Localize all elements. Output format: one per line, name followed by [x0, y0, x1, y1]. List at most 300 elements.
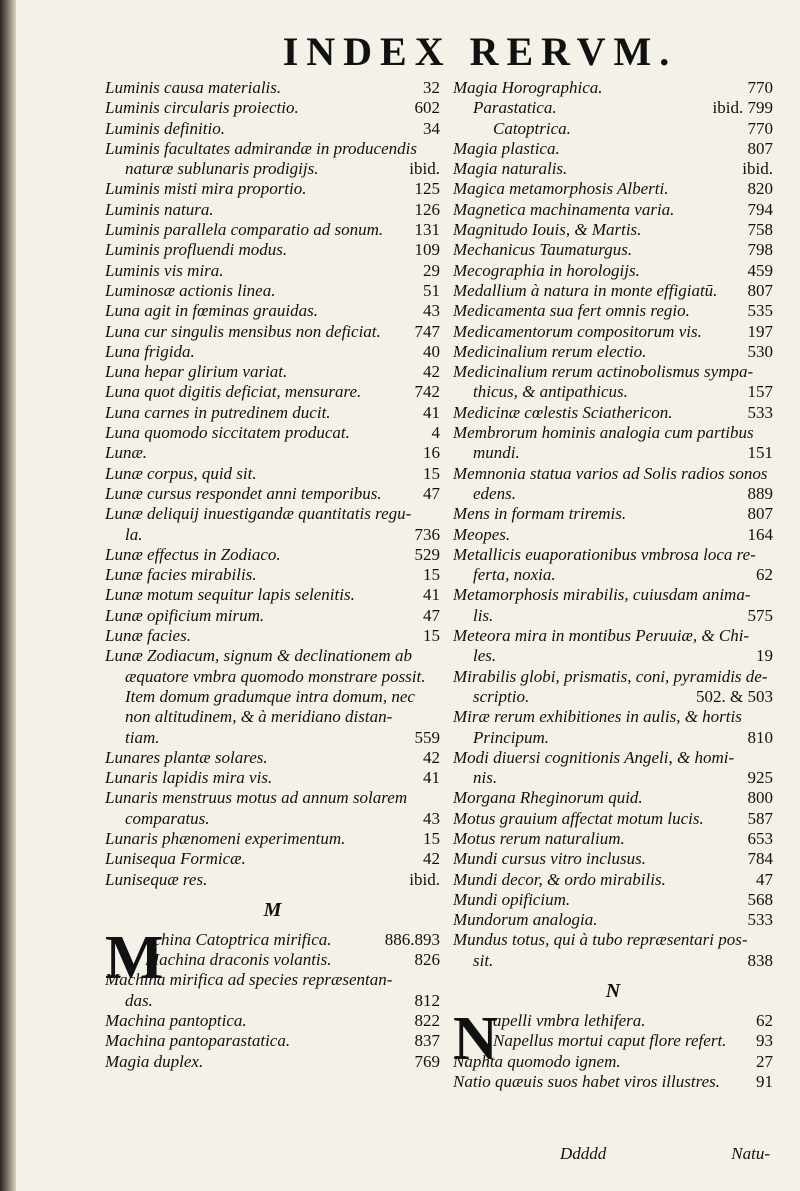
- entry-leader: [195, 342, 419, 362]
- index-entry-page: 125: [414, 179, 440, 199]
- index-entry-text: Memnonia statua varios ad Solis radios sonos: [453, 463, 768, 483]
- index-entry-page: 530: [747, 341, 773, 361]
- index-entry: [453, 1031, 773, 1051]
- index-entry-page: 43: [423, 808, 440, 828]
- index-entry-text: Luminis misti mira proportio.: [105, 179, 307, 199]
- index-entry-page: 197: [747, 321, 773, 341]
- index-entry-text: Magnetica machinamenta varia.: [453, 199, 675, 219]
- index-entry: [105, 849, 440, 869]
- index-entry-text: Mundi opificium.: [453, 889, 571, 909]
- entry-leader: [567, 159, 738, 179]
- index-entry-text: scriptio.: [473, 686, 530, 706]
- entry-leader: [557, 98, 709, 118]
- right-column: [453, 78, 773, 1092]
- entry-leader: [257, 464, 419, 484]
- index-entry-page: 837: [414, 1031, 440, 1051]
- index-entry-page: [436, 687, 440, 707]
- index-entry-page: 810: [747, 727, 773, 747]
- index-entry-text: Luna cur singulis mensibus non deficiat.: [105, 321, 381, 341]
- index-entry-text: Medicinalium rerum electio.: [453, 341, 647, 361]
- index-entry: [453, 849, 773, 869]
- entry-leader: [666, 870, 752, 890]
- index-entry-text: Medicinalium rerum actinobolismus sympa-: [453, 362, 754, 382]
- index-entry-text: Lunares plantæ solares.: [105, 747, 268, 767]
- entry-leader: [674, 200, 743, 220]
- index-entry: [453, 281, 773, 301]
- index-entry: [453, 788, 773, 808]
- index-entry: [453, 870, 773, 890]
- index-entry-text: Lunæ corpus, quid sit.: [105, 463, 257, 483]
- catchword: Natu-: [731, 1144, 770, 1163]
- index-entry-text: Magia naturalis.: [453, 159, 568, 179]
- entry-leader: [626, 504, 743, 524]
- index-entry-page: [769, 667, 773, 687]
- entry-leader: [290, 1031, 410, 1051]
- entry-leader: [147, 443, 419, 463]
- index-entry: [105, 443, 440, 463]
- index-entry-page: 886.893: [384, 929, 440, 949]
- entry-leader: [640, 261, 744, 281]
- index-entry-page: [769, 930, 773, 950]
- index-entry: [105, 78, 440, 98]
- entry-leader: [319, 159, 406, 179]
- index-entry-page: 769: [414, 1051, 440, 1071]
- index-entry: [453, 220, 773, 240]
- entry-leader: [726, 1031, 752, 1051]
- entry-leader: [415, 687, 436, 707]
- index-entry-text: Luna hepar glirium variat.: [105, 362, 288, 382]
- index-entry-text: Lunæ facies mirabilis.: [105, 565, 257, 585]
- index-entry-page: 109: [414, 240, 440, 260]
- index-entry-text: Mirabilis globi, prismatis, coni, pyramidis de-: [453, 666, 768, 686]
- index-entry-page: 43: [423, 301, 440, 321]
- index-entry-text: Meopes.: [453, 524, 511, 544]
- index-entry-page: 16: [423, 443, 440, 463]
- entry-leader: [210, 809, 419, 829]
- index-entry-text: sit.: [473, 950, 494, 970]
- index-entry-page: 747: [414, 321, 440, 341]
- index-entry-page: 559: [414, 727, 440, 747]
- entry-leader: [332, 950, 411, 970]
- index-entry-text: nis.: [473, 768, 498, 788]
- index-entry: [105, 403, 440, 423]
- index-entry: [105, 464, 440, 484]
- entry-leader: [412, 646, 436, 666]
- index-entry-text: Miræ rerum exhibitiones in aulis, & hortis: [453, 707, 742, 727]
- index-entry: [105, 1052, 440, 1072]
- entry-leader: [257, 565, 419, 585]
- entry-leader: [668, 179, 743, 199]
- index-entry-text: Lunæ opificium mirum.: [105, 605, 265, 625]
- entry-leader: [381, 322, 411, 342]
- right-entry-list: [453, 78, 773, 971]
- entry-leader: [556, 565, 752, 585]
- index-entry: [105, 1011, 440, 1031]
- index-entry-page: 502. & 503: [696, 686, 773, 706]
- index-entry-page: 91: [756, 1071, 773, 1091]
- index-entry-page: [769, 545, 773, 565]
- index-entry-page: [769, 585, 773, 605]
- index-entry: [105, 200, 440, 220]
- index-entry-page: 51: [423, 280, 440, 300]
- index-entry-text: Membrorum hominis analogia cum partibus: [453, 423, 754, 443]
- index-entry: [105, 301, 440, 321]
- entry-leader: [702, 322, 744, 342]
- entry-leader: [641, 220, 743, 240]
- entry-leader: [646, 849, 744, 869]
- index-entry-text: Lunæ facies.: [105, 626, 191, 646]
- index-entry-text: Luminis causa materialis.: [105, 78, 282, 97]
- index-entry: [105, 423, 440, 443]
- index-entry-page: 47: [423, 605, 440, 625]
- entry-leader: [690, 301, 744, 321]
- index-entry-page: 602: [414, 98, 440, 118]
- section-m-block: [105, 923, 440, 1072]
- index-entry: [105, 342, 440, 362]
- index-entry: [105, 687, 440, 707]
- index-entry-text: Machina draconis volantis.: [145, 950, 332, 970]
- index-entry-page: ibid.: [409, 869, 440, 889]
- index-entry-page: 126: [414, 199, 440, 219]
- index-entry: [105, 382, 440, 402]
- page-title: INDEX RERVM.: [282, 29, 678, 74]
- index-entry: [105, 565, 440, 585]
- index-entry: [453, 1052, 773, 1072]
- index-entry-text: Metallicis euaporationibus vmbrosa loca re-: [453, 544, 756, 564]
- index-entry-text: Mundorum analogia.: [453, 910, 598, 930]
- index-entry-text: naturæ sublunaris prodigijs.: [125, 159, 319, 179]
- index-entry-text: Luminis parallela comparatio ad sonum.: [105, 220, 384, 240]
- index-entry-page: [769, 423, 773, 443]
- index-entry-page: 784: [747, 849, 773, 869]
- index-entry: [453, 545, 773, 565]
- index-entry-page: 794: [747, 199, 773, 219]
- index-entry: [453, 1072, 773, 1092]
- index-entry: [453, 423, 773, 443]
- entry-leader: [207, 870, 405, 890]
- index-entry-text: Lunaris lapidis mira vis.: [105, 768, 273, 788]
- index-entry-page: 568: [747, 889, 773, 909]
- entry-leader: [281, 545, 411, 565]
- index-entry-text: Luminis facultates admirandæ in producendis: [105, 138, 417, 158]
- entry-leader: [355, 585, 419, 605]
- entry-leader: [560, 139, 744, 159]
- entry-leader: [748, 930, 769, 950]
- index-entry-text: Medicinæ cœlestis Sciathericon.: [453, 402, 673, 422]
- entry-leader: [754, 423, 769, 443]
- index-entry: [105, 484, 440, 504]
- index-entry-page: [436, 707, 440, 727]
- index-entry: [105, 119, 440, 139]
- index-entry-page: 758: [747, 220, 773, 240]
- entry-leader: [392, 970, 436, 990]
- index-entry: [453, 687, 773, 707]
- index-entry: [453, 240, 773, 260]
- index-entry-text: Napellus mortui caput flore refert.: [493, 1031, 727, 1051]
- index-entry-page: 812: [414, 990, 440, 1010]
- index-entry-page: 529: [414, 544, 440, 564]
- entry-leader: [264, 606, 419, 626]
- entry-leader: [287, 362, 419, 382]
- index-entry: [105, 240, 440, 260]
- index-entry-page: 62: [756, 1011, 773, 1031]
- index-entry-page: 807: [747, 138, 773, 158]
- section-heading-n: N: [605, 980, 621, 1003]
- index-entry: [453, 443, 773, 463]
- index-entry-text: Naphta quomodo ignem.: [453, 1051, 621, 1071]
- index-entry: [453, 525, 773, 545]
- index-entry-page: [436, 788, 440, 808]
- index-entry: [453, 200, 773, 220]
- index-entry-text: Luminis circularis proiectio.: [105, 98, 299, 118]
- index-entry-text: Lunæ deliquij inuestigandæ quantitatis regu-: [105, 504, 412, 524]
- index-entry: [453, 646, 773, 666]
- entry-leader: [571, 119, 744, 139]
- index-entry-text: æquatore vmbra quomodo monstrare possit.: [125, 666, 426, 686]
- index-entry: [453, 78, 773, 98]
- index-entry-text: Catoptrica.: [493, 118, 571, 138]
- index-entry-page: ibid.: [409, 159, 440, 179]
- index-entry-text: non altitudinem, & à meridiano distan-: [125, 707, 393, 727]
- index-entry-text: Luna agit in fœminas grauidas.: [105, 301, 319, 321]
- index-entry-text: edens.: [473, 483, 516, 503]
- page-binding-edge: [0, 0, 16, 1191]
- entry-leader: [749, 626, 769, 646]
- index-entry-page: 742: [414, 382, 440, 402]
- index-entry-text: Luna carnes in putredinem ducit.: [105, 402, 331, 422]
- entry-leader: [411, 504, 436, 524]
- index-entry: [453, 98, 773, 118]
- index-entry-text: Parastatica.: [473, 98, 557, 118]
- entry-leader: [426, 667, 437, 687]
- index-entry: [453, 890, 773, 910]
- entry-leader: [628, 382, 744, 402]
- index-entry: [453, 504, 773, 524]
- index-entry-text: Luminis profluendi modus.: [105, 240, 288, 260]
- index-entry-text: Lunaris menstruus motus ad annum solarem: [105, 788, 408, 808]
- entry-leader: [603, 78, 744, 98]
- index-entry: [453, 403, 773, 423]
- index-entry-text: comparatus.: [125, 808, 210, 828]
- page-footer: [560, 1144, 770, 1164]
- entry-leader: [383, 220, 410, 240]
- index-entry: [105, 788, 440, 808]
- entry-leader: [643, 788, 744, 808]
- index-entry-text: Machina pantoparastatica.: [105, 1031, 291, 1051]
- index-entry: [105, 829, 440, 849]
- index-entry-text: Magnitudo Iouis, & Martis.: [453, 220, 642, 240]
- index-entry-text: Mundus totus, qui à tubo repræsentari pos-: [453, 930, 748, 950]
- entry-leader: [246, 849, 419, 869]
- index-entry-page: 533: [747, 402, 773, 422]
- index-entry-page: 889: [747, 483, 773, 503]
- entry-leader: [673, 403, 744, 423]
- index-entry-page: 820: [747, 179, 773, 199]
- index-entry: [105, 322, 440, 342]
- index-entry-page: [769, 362, 773, 382]
- index-entry: [105, 504, 440, 524]
- index-entry-page: [436, 970, 440, 990]
- entry-leader: [516, 484, 744, 504]
- entry-leader: [225, 119, 419, 139]
- index-entry: [105, 261, 440, 281]
- index-entry-page: 131: [414, 220, 440, 240]
- entry-leader: [153, 991, 411, 1011]
- index-entry-page: 4: [431, 423, 440, 443]
- entry-leader: [496, 646, 752, 666]
- signature-mark: Ddddd: [560, 1144, 607, 1163]
- entry-leader: [751, 585, 770, 605]
- index-entry: [453, 301, 773, 321]
- entry-leader: [753, 362, 769, 382]
- entry-leader: [224, 261, 419, 281]
- index-entry-text: ferta, noxia.: [473, 565, 556, 585]
- entry-leader: [493, 951, 743, 971]
- index-entry-text: Lunæ cursus respondet anni temporibus.: [105, 483, 382, 503]
- entry-leader: [646, 1011, 752, 1031]
- index-entry-page: 770: [747, 78, 773, 97]
- index-entry-text: Natio quæuis suos habet viros illustres.: [453, 1071, 720, 1091]
- index-entry-page: 798: [747, 240, 773, 260]
- index-entry-page: 41: [423, 768, 440, 788]
- section-n-block: [453, 1005, 773, 1092]
- index-entry-page: 807: [747, 504, 773, 524]
- index-entry-page: 15: [423, 828, 440, 848]
- index-entry: [105, 585, 440, 605]
- index-entry-text: Luminis vis mira.: [105, 260, 224, 280]
- index-entry-page: 807: [747, 280, 773, 300]
- index-entry-page: 800: [747, 788, 773, 808]
- index-entry-text: Motus rerum naturalium.: [453, 828, 625, 848]
- index-entry-page: 535: [747, 301, 773, 321]
- index-entry-text: Luna quomodo siccitatem producat.: [105, 423, 350, 443]
- index-entry: [453, 362, 773, 382]
- index-entry-text: Lunæ effectus in Zodiaco.: [105, 544, 281, 564]
- index-entry: [105, 281, 440, 301]
- entry-leader: [275, 281, 419, 301]
- index-entry-text: Modi diuersi cognitionis Angeli, & homi-: [453, 747, 735, 767]
- index-entry: [105, 545, 440, 565]
- index-entry: [105, 870, 440, 890]
- index-entry: [453, 728, 773, 748]
- index-entry-text: Principum.: [473, 727, 550, 747]
- index-entry-text: Luminis natura.: [105, 199, 214, 219]
- index-entry: [105, 362, 440, 382]
- entry-leader: [361, 382, 410, 402]
- index-entry: [453, 139, 773, 159]
- index-entry: [105, 626, 440, 646]
- index-entry-page: 838: [747, 950, 773, 970]
- index-entry-text: Lunisequæ res.: [105, 869, 208, 889]
- index-entry-page: [436, 504, 440, 524]
- index-entry: [105, 606, 440, 626]
- entry-leader: [318, 301, 419, 321]
- index-entry: [453, 606, 773, 626]
- index-entry: [105, 991, 440, 1011]
- index-entry-page: 47: [756, 869, 773, 889]
- entry-leader: [756, 545, 769, 565]
- index-entry-text: Lunæ Zodiacum, signum & declinationem ab: [105, 646, 412, 666]
- index-entry-text: Machina pantoptica.: [105, 1011, 247, 1031]
- index-entry-page: [769, 626, 773, 646]
- index-entry-page: [436, 667, 440, 687]
- index-entry: [105, 179, 440, 199]
- index-entry: [453, 626, 773, 646]
- entry-leader: [281, 78, 419, 98]
- entry-leader: [214, 200, 411, 220]
- index-entry: [105, 667, 440, 687]
- entry-leader: [268, 748, 419, 768]
- index-entry-text: Magica metamorphosis Alberti.: [453, 179, 669, 199]
- entry-leader: [417, 139, 436, 159]
- index-entry: [453, 707, 773, 727]
- index-entry-text: Magia plastica.: [453, 138, 560, 158]
- index-entry-page: 27: [756, 1051, 773, 1071]
- index-entry-page: 822: [414, 1011, 440, 1031]
- index-entry-text: Machina mirifica ad species repræsentan-: [105, 970, 393, 990]
- index-entry: [453, 748, 773, 768]
- index-entry-page: 164: [747, 524, 773, 544]
- entry-leader: [299, 98, 411, 118]
- index-entry-text: Lunisequa Formicæ.: [105, 849, 246, 869]
- index-entry-page: 42: [423, 747, 440, 767]
- index-entry-page: 93: [756, 1031, 773, 1051]
- index-entry-text: tiam.: [125, 727, 160, 747]
- index-entry-text: Medicamenta sua fert omnis regio.: [453, 301, 690, 321]
- index-entry: [453, 159, 773, 179]
- left-entry-list: [105, 78, 440, 890]
- index-entry-page: 157: [747, 382, 773, 402]
- index-entry-text: Medallium à natura in monte effigiatū.: [453, 280, 718, 300]
- index-entry-page: 151: [747, 443, 773, 463]
- entry-leader: [570, 890, 743, 910]
- index-entry: [453, 565, 773, 585]
- section-heading-m: M: [263, 898, 282, 921]
- entry-leader: [720, 1072, 752, 1092]
- entry-leader: [497, 768, 743, 788]
- index-entry: [453, 667, 773, 687]
- index-entry-text: Item domum gradumque intra domum, nec: [125, 686, 415, 706]
- index-entry-text: Mundi cursus vitro inclusus.: [453, 849, 646, 869]
- index-entry: [453, 484, 773, 504]
- index-entry-page: 736: [414, 524, 440, 544]
- entry-leader: [646, 342, 743, 362]
- entry-leader: [392, 707, 436, 727]
- index-entry-text: Magia duplex.: [105, 1051, 204, 1071]
- index-entry-page: [436, 139, 440, 159]
- index-entry-page: 826: [414, 950, 440, 970]
- index-entry-page: 533: [747, 910, 773, 930]
- index-entry-text: Metamorphosis mirabilis, cuiusdam anima-: [453, 585, 751, 605]
- index-entry-text: la.: [125, 524, 143, 544]
- entry-leader: [734, 748, 769, 768]
- index-entry: [105, 98, 440, 118]
- index-entry-text: Mundi decor, & ordo mirabilis.: [453, 869, 666, 889]
- entry-leader: [621, 1052, 752, 1072]
- index-entry: [453, 829, 773, 849]
- entry-leader: [345, 829, 419, 849]
- entry-leader: [350, 423, 428, 443]
- entry-leader: [287, 240, 410, 260]
- entry-leader: [742, 707, 769, 727]
- entry-leader: [510, 525, 743, 545]
- entry-leader: [332, 930, 381, 950]
- index-entry-page: [436, 646, 440, 666]
- entry-leader: [704, 809, 744, 829]
- index-entry-page: 41: [423, 402, 440, 422]
- index-entry-text: Magia Horographica.: [453, 78, 603, 97]
- index-entry: [453, 951, 773, 971]
